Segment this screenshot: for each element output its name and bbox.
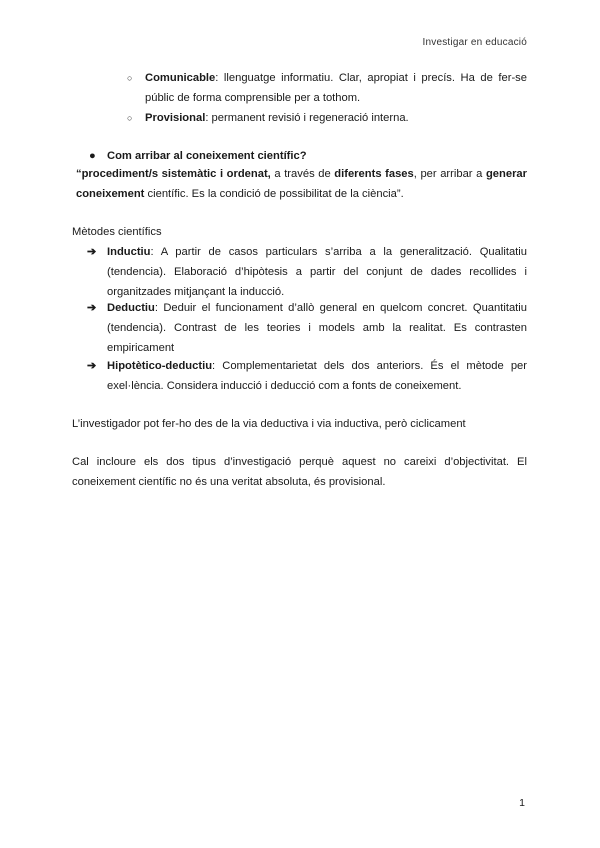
- method-desc: : Deduir el funcionament d’allò general en quelcom concret. Quantitatiu (tendencia). Contrast de les teories i models amb la realitat. Es contrasten empiricament: [107, 302, 527, 354]
- method-term: Deductiu: [107, 302, 155, 314]
- question-item: [89, 146, 307, 166]
- term-comunicable: Comunicable: [145, 72, 216, 84]
- term-provisional: Provisional: [145, 112, 206, 124]
- definition-paragraph: [76, 164, 527, 204]
- arrow-bullet-icon: ➔: [87, 302, 97, 314]
- desc-comunicable: : llenguatge informatiu. Clar, apropiat i precís. Ha de fer-se públic de forma comprensible per a tothom.: [145, 72, 527, 104]
- paragraph-conclusion: Cal incloure els dos tipus d’investigació perquè aquest no careixi d’objectivitat. El coneixement científic no és una veritat absoluta, és provisional.: [72, 456, 527, 488]
- question-text: Com arribar al coneixement científic?: [107, 150, 307, 162]
- definition-bold-1: “procediment/s sistemàtic i ordenat,: [76, 168, 271, 180]
- arrow-bullet-icon: ➔: [87, 360, 97, 372]
- paragraph-investigador: L’investigador pot fer-ho des de la via deductiva i via inductiva, però ciclicament: [72, 418, 466, 430]
- method-hipotetico-deductiu: [87, 356, 527, 396]
- method-desc: : A partir de casos particulars s’arriba a la generalització. Qualitatiu (tendencia). Elaboració d’hipòtesis a partir del conjunt de dades recollides i organitzades mitjançant la inducció.: [107, 246, 527, 298]
- list-item-comunicable: [127, 68, 527, 108]
- methods-heading: Mètodes científics: [72, 226, 162, 238]
- method-desc: : Complementarietat dels dos anteriors. És el mètode per exel·lència. Considera inducció i deducció com a fonts de coneixement.: [107, 360, 527, 392]
- dot-bullet-icon: ●: [89, 150, 96, 162]
- definition-text-6: científic. Es la condició de possibilitat de la ciència”.: [144, 188, 404, 200]
- page-number: 1: [519, 797, 525, 809]
- method-term: Inductiu: [107, 246, 151, 258]
- page-header: Investigar en educació: [422, 37, 527, 48]
- method-inductiu: [87, 242, 527, 302]
- method-term: Hipotètico-deductiu: [107, 360, 213, 372]
- definition-bold-5: generar coneixement: [76, 168, 527, 200]
- definition-text-2: a través de: [270, 168, 335, 180]
- method-deductiu: [87, 298, 527, 358]
- definition-bold-3: diferents fases: [334, 168, 414, 180]
- list-item-provisional: [127, 108, 527, 128]
- definition-text-4: , per arribar a: [413, 168, 486, 180]
- circle-bullet-icon: ○: [127, 73, 133, 83]
- arrow-bullet-icon: ➔: [87, 246, 97, 258]
- desc-provisional: : permanent revisió i regeneració interna.: [205, 112, 409, 124]
- circle-bullet-icon: ○: [127, 113, 133, 123]
